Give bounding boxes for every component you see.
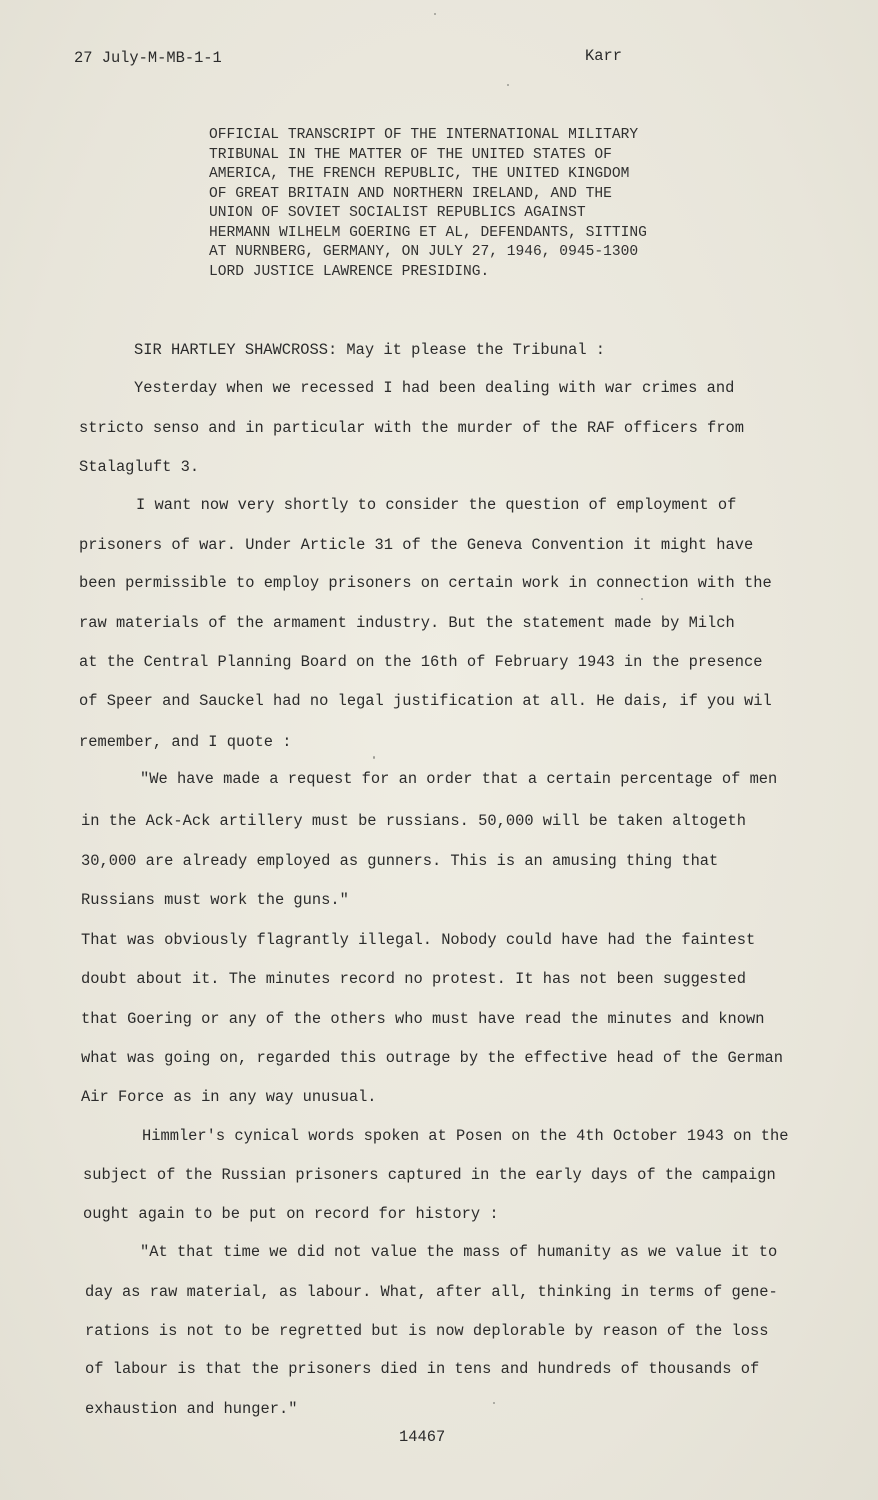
paper-speck: [373, 756, 375, 759]
quote-line: 30,000 are already employed as gunners. This is an amusing thing that: [81, 852, 719, 870]
title-line: OFFICIAL TRANSCRIPT OF THE INTERNATIONAL MILITARY: [209, 127, 639, 143]
page-number: 14467: [399, 1428, 446, 1446]
body-line: Air Force as in any way unusual.: [81, 1088, 377, 1106]
title-line: HERMANN WILHELM GOERING ET AL, DEFENDANTS, SITTING: [209, 225, 647, 241]
body-line: I want now very shortly to consider the question of employment of: [136, 496, 737, 514]
body-line: that Goering or any of the others who must have read the minutes and known: [81, 1010, 765, 1028]
title-line: UNION OF SOVIET SOCIALIST REPUBLICS AGAINST: [209, 205, 586, 221]
body-line: Yesterday when we recessed I had been dealing with war crimes and: [134, 379, 735, 397]
paper-speck: [641, 598, 643, 600]
body-line: ought again to be put on record for history :: [83, 1205, 499, 1223]
header-name: Karr: [585, 47, 622, 65]
paper-speck: [493, 1402, 495, 1404]
body-line: raw materials of the armament industry. But the statement made by Milch: [79, 614, 735, 632]
quote-line: "We have made a request for an order that a certain percentage of men: [140, 770, 778, 788]
paper-speck: [434, 13, 436, 15]
body-line: subject of the Russian prisoners captured in the early days of the campaign: [83, 1166, 776, 1184]
title-line: LORD JUSTICE LAWRENCE PRESIDING.: [209, 264, 490, 280]
quote-line: "At that time we did not value the mass of humanity as we value it to: [140, 1243, 778, 1261]
title-line: AMERICA, THE FRENCH REPUBLIC, THE UNITED KINGDOM: [209, 166, 630, 182]
body-line: prisoners of war. Under Article 31 of the Geneva Convention it might have: [79, 536, 754, 554]
body-line: at the Central Planning Board on the 16th of February 1943 in the presence: [79, 653, 763, 671]
body-line: That was obviously flagrantly illegal. Nobody could have had the faintest: [81, 931, 756, 949]
header-reference: 27 July-M-MB-1-1: [74, 49, 222, 67]
quote-line: day as raw material, as labour. What, after all, thinking in terms of gene-: [85, 1283, 778, 1301]
quote-line: of labour is that the prisoners died in tens and hundreds of thousands of: [85, 1360, 760, 1378]
title-line: TRIBUNAL IN THE MATTER OF THE UNITED STATES OF: [209, 147, 612, 163]
paper-speck: [507, 84, 509, 86]
quote-line: Russians must work the guns.": [81, 891, 349, 909]
body-line: stricto senso and in particular with the murder of the RAF officers from: [79, 419, 744, 437]
quote-line: rations is not to be regretted but is now deplorable by reason of the loss: [85, 1322, 769, 1340]
body-line: of Speer and Sauckel had no legal justification at all. He dais, if you wil: [79, 692, 772, 710]
title-line: AT NURNBERG, GERMANY, ON JULY 27, 1946, 0945-1300: [209, 244, 639, 260]
body-line: Stalagluft 3.: [79, 458, 200, 476]
body-line: Himmler's cynical words spoken at Posen on the 4th October 1943 on the: [142, 1127, 789, 1145]
quote-line: in the Ack-Ack artillery must be russians. 50,000 will be taken altogeth: [81, 812, 746, 830]
body-line: remember, and I quote :: [79, 733, 292, 751]
body-line: what was going on, regarded this outrage by the effective head of the German: [81, 1049, 783, 1067]
quote-line: exhaustion and hunger.": [85, 1400, 298, 1418]
body-line: doubt about it. The minutes record no protest. It has not been suggested: [81, 970, 746, 988]
title-line: OF GREAT BRITAIN AND NORTHERN IRELAND, AND THE: [209, 186, 612, 202]
speaker-line: SIR HARTLEY SHAWCROSS: May it please the Tribunal :: [134, 341, 606, 359]
body-line: been permissible to employ prisoners on certain work in connection with the: [79, 574, 772, 592]
